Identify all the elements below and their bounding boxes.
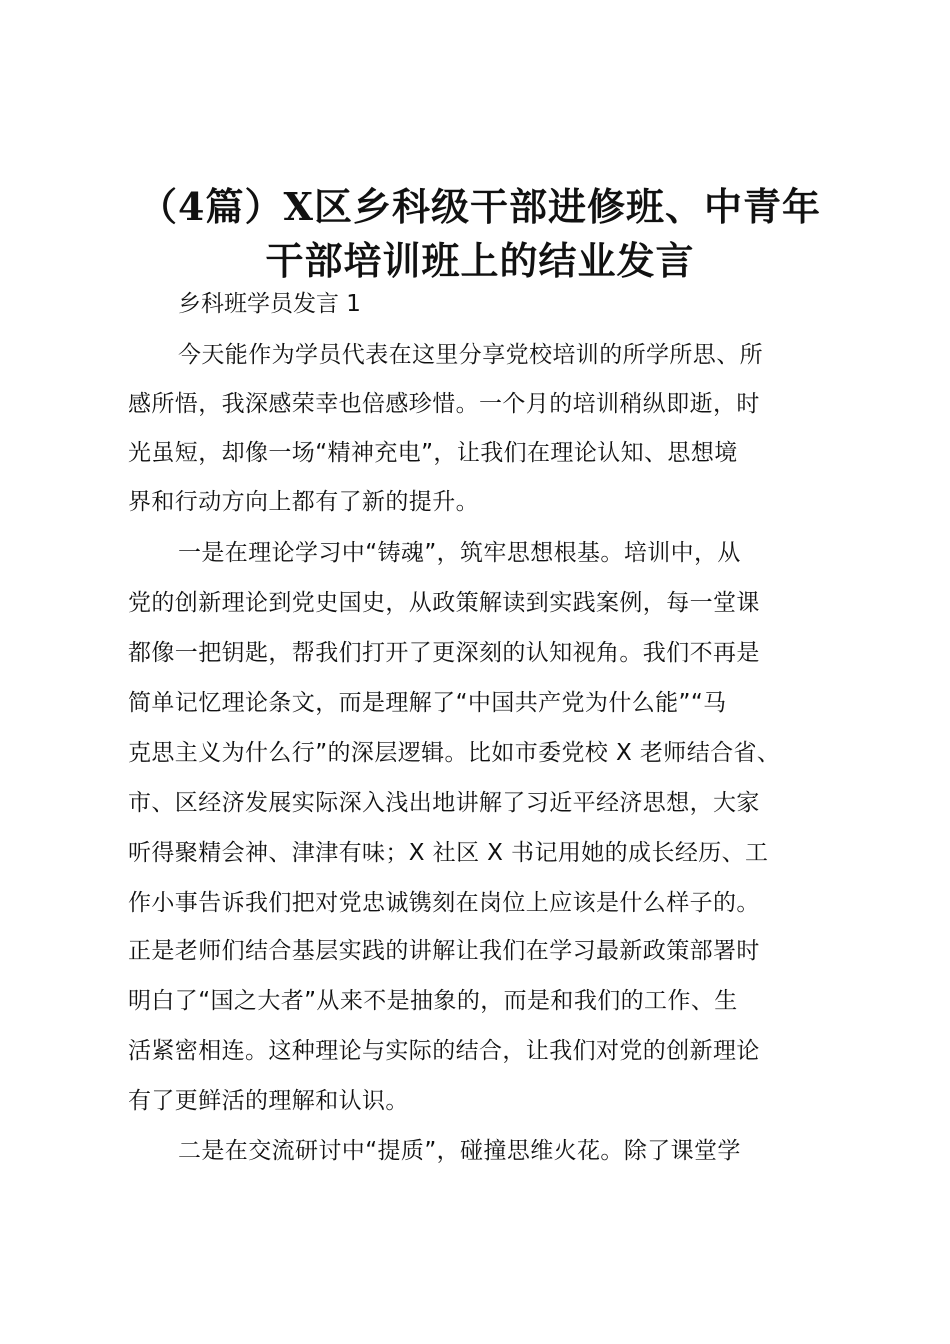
body-text-line: 一是在理论学习中“铸魂”，筑牢思想根基。培训中，从 xyxy=(178,540,741,566)
body-text-line: 感所悟，我深感荣幸也倍感珍惜。一个月的培训稍纵即逝，时 xyxy=(128,391,760,417)
body-text-line: 今天能作为学员代表在这里分享党校培训的所学所思、所 xyxy=(178,342,763,368)
body-text-line: 界和行动方向上都有了新的提升。 xyxy=(128,489,479,515)
body-text-line: 作小事告诉我们把对党忠诚镌刻在岗位上应该是什么样子的。 xyxy=(128,890,760,916)
body-text-line: 市、区经济发展实际深入浅出地讲解了习近平经济思想，大家 xyxy=(128,790,760,816)
body-text-line: 二是在交流研讨中“提质”，碰撞思维火花。除了课堂学 xyxy=(178,1138,741,1164)
body-text-line: 听得聚精会神、津津有味；X 社区 X 书记用她的成长经历、工 xyxy=(128,840,769,866)
document-title-line-2: 干部培训班上的结业发言 xyxy=(265,238,695,283)
body-text-line: 简单记忆理论条文，而是理解了“中国共产党为什么能”“马 xyxy=(128,690,727,716)
body-text-line: 有了更鲜活的理解和认识。 xyxy=(128,1088,409,1114)
body-text-line: 党的创新理论到党史国史，从政策解读到实践案例，每一堂课 xyxy=(128,590,760,616)
body-text-line: 光虽短，却像一场“精神充电”，让我们在理论认知、思想境 xyxy=(128,440,738,466)
body-text-line: 都像一把钥匙，帮我们打开了更深刻的认知视角。我们不再是 xyxy=(128,640,760,666)
body-text-line: 明白了“国之大者”从来不是抽象的，而是和我们的工作、生 xyxy=(128,988,738,1014)
body-text-line: 活紧密相连。这种理论与实际的结合，让我们对党的创新理论 xyxy=(128,1038,760,1064)
body-text-line: 克思主义为什么行”的深层逻辑。比如市委党校 X 老师结合省、 xyxy=(128,740,781,766)
document-title-line-1: （4篇）X区乡科级干部进修班、中青年 xyxy=(139,184,821,229)
section-subheading: 乡科班学员发言 1 xyxy=(178,291,361,317)
body-text-line: 正是老师们结合基层实践的讲解让我们在学习最新政策部署时 xyxy=(128,938,760,964)
